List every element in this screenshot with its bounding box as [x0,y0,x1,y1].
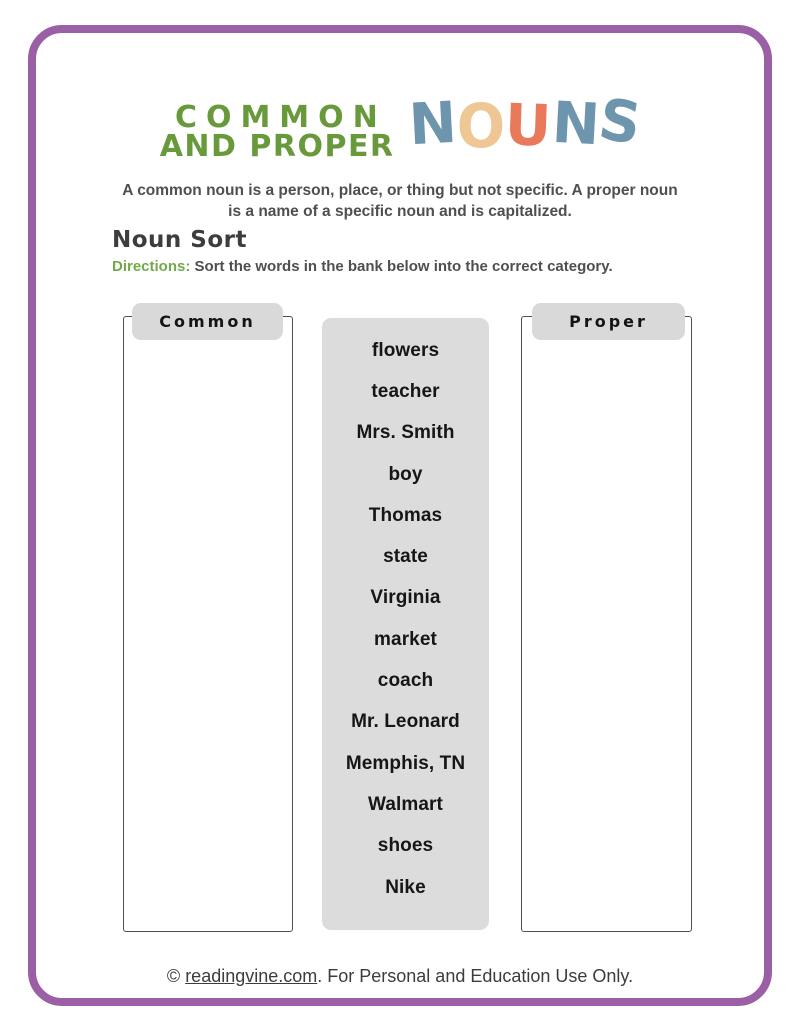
definition-text [0,180,800,222]
proper-column-header: Proper [532,303,685,340]
title-common-and-proper [159,100,395,164]
title-letter: U [504,92,553,160]
word-bank-list [322,318,489,930]
readingvine-link[interactable]: readingvine.com [185,966,318,986]
title-letter: O [456,91,506,162]
word-bank-item: Virginia [370,587,441,609]
page-title [0,86,800,164]
common-column-box [123,316,293,932]
word-bank-item: Memphis, TN [345,752,466,774]
word-bank-item: Mrs. Smith [356,422,455,444]
word-bank-item: coach [377,670,434,692]
word-bank-item: Thomas [368,504,443,526]
directions-text: Sort the words in the bank below into the correct category. [194,258,613,275]
common-column-header: Common [132,303,283,340]
definition-line-1: A common noun is a person, place, or thing but not specific. A proper noun [122,182,678,199]
title-letter: S [594,86,646,158]
definition-line-2: is a name of a specific noun and is capitalized. [228,203,572,220]
title-line-and-proper: AND PROPER [159,128,395,164]
word-bank-item: market [374,628,437,650]
word-bank-item: Walmart [368,793,443,815]
directions [112,258,613,275]
proper-column-box [521,316,692,932]
title-nouns [407,86,646,162]
word-bank-item: shoes [377,835,434,857]
word-bank-item: Mr. Leonard [351,711,460,733]
word-bank-item: boy [388,463,423,485]
word-bank-item: teacher [371,380,440,402]
footer-suffix: . For Personal and Education Use Only. [317,966,634,986]
word-bank-item: state [383,546,428,568]
footer [0,966,800,987]
word-bank-item: Nike [385,876,426,898]
section-heading: Noun Sort [112,227,248,253]
copyright-symbol: © [166,966,181,986]
title-line-common: COMMON [174,100,387,135]
directions-label: Directions: [112,258,191,275]
title-letter: N [407,89,459,159]
title-letter: N [549,89,601,159]
word-bank-item: flowers [371,339,440,361]
